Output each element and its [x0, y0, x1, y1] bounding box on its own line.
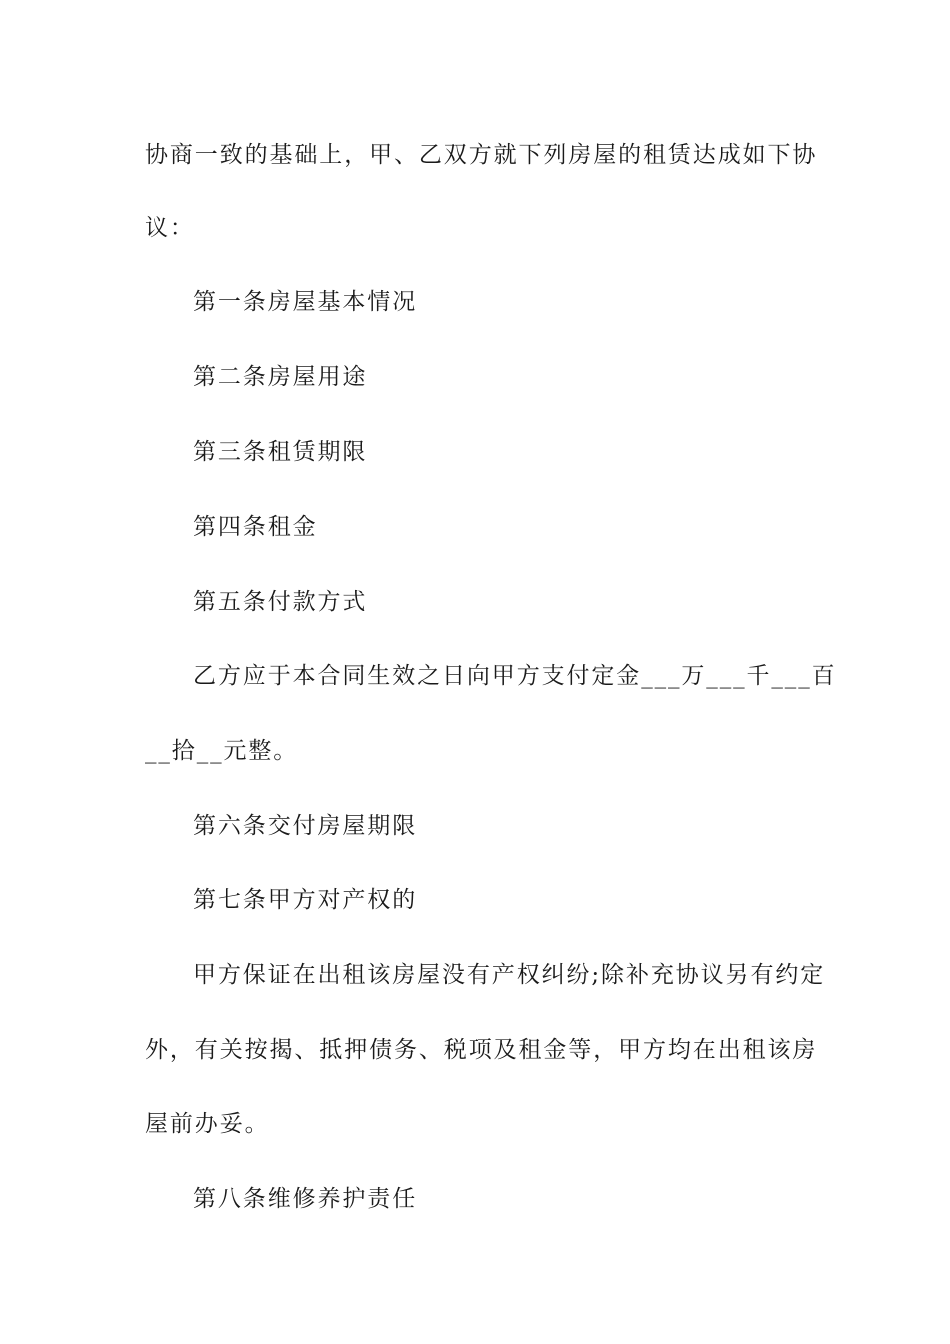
- paragraph-line: 外，有关按揭、抵押债务、税项及租金等，甲方均在出租该房: [145, 1037, 818, 1063]
- paragraph-line: 协商一致的基础上，甲、乙双方就下列房屋的租赁达成如下协: [145, 142, 818, 168]
- article-heading-3: 第三条租赁期限: [193, 439, 368, 465]
- article-heading-1: 第一条房屋基本情况: [193, 289, 418, 315]
- paragraph-line: 甲方保证在出租该房屋没有产权纠纷;除补充协议另有约定: [193, 962, 826, 988]
- article-heading-4: 第四条租金: [193, 514, 318, 540]
- article-heading-2: 第二条房屋用途: [193, 364, 368, 390]
- article-heading-5: 第五条付款方式: [193, 589, 368, 615]
- paragraph-line: __拾__元整。: [145, 738, 299, 764]
- article-heading-8: 第八条维修养护责任: [193, 1186, 418, 1212]
- paragraph-line: 屋前办妥。: [145, 1111, 270, 1137]
- article-heading-7: 第七条甲方对产权的: [193, 887, 418, 913]
- article-heading-6: 第六条交付房屋期限: [193, 813, 418, 839]
- paragraph-line: 乙方应于本合同生效之日向甲方支付定金___万___千___百: [193, 663, 837, 689]
- paragraph-line: 议：: [145, 215, 195, 241]
